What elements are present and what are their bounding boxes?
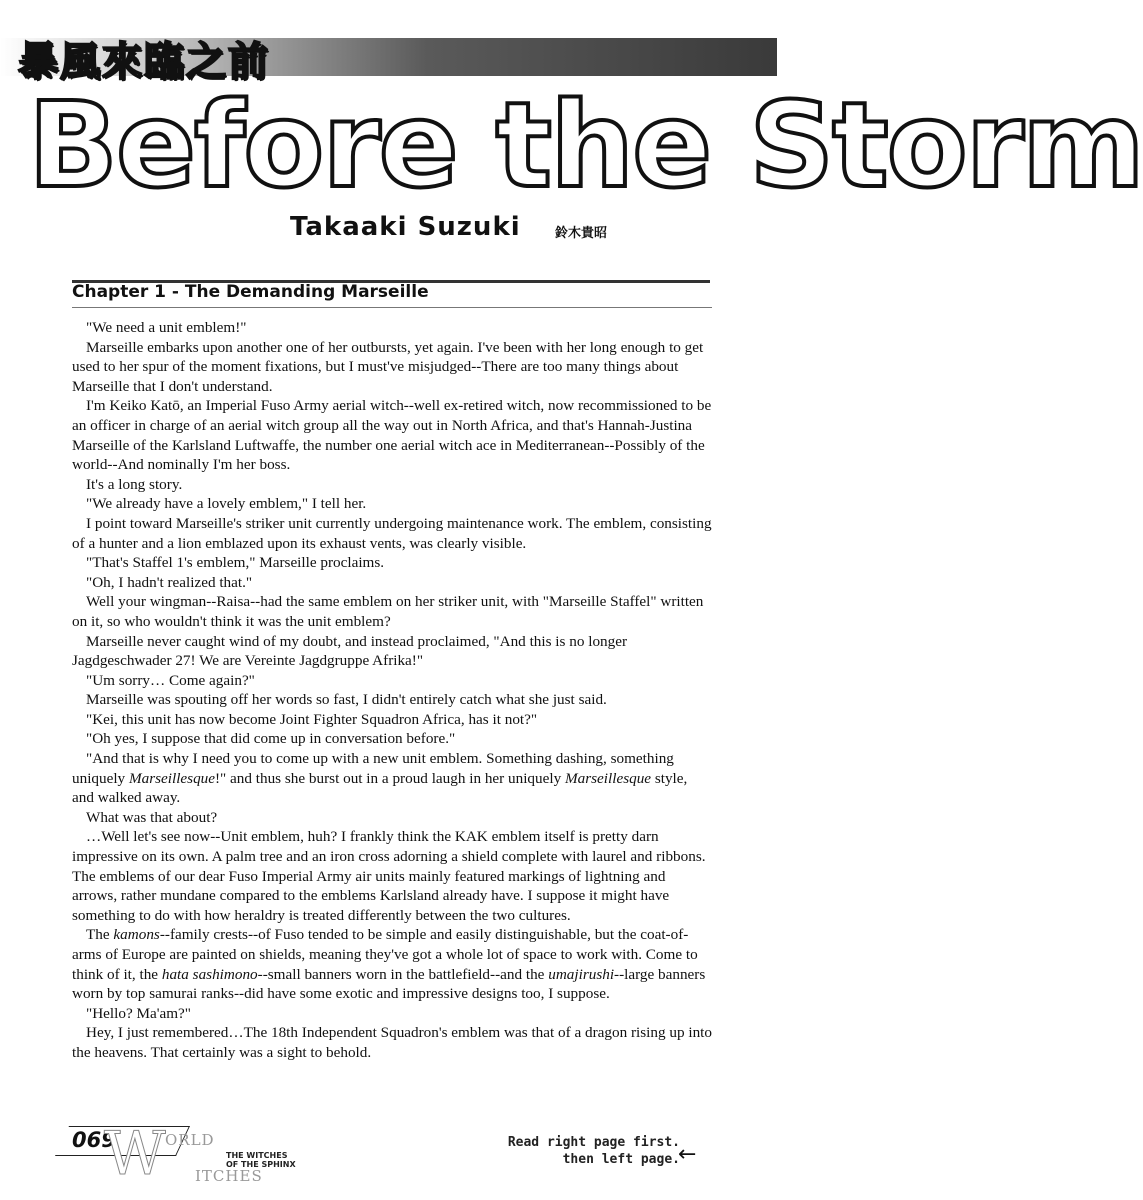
paragraph-kamons [72, 925, 712, 1003]
series-subtitle-line2: OF THE SPHINX [226, 1160, 296, 1169]
text-run: --family crests--of Fuso tended to be simple and easily distinguishable, but the coat-of-arms of Europe are painted on shields, meaning they've got a whole lot of space to work with. Come to think of it, the [72, 926, 698, 983]
paragraph: "Oh, I hadn't realized that." [86, 573, 253, 591]
italic-term: Marseillesque [564, 769, 652, 787]
italic-term: umajirushi [548, 965, 615, 983]
paragraph: Hey, I just remembered…The 18th Independent Squadron's emblem was that of a dragon rising up into the heavens. That certainly was a sight to behold. [72, 1024, 712, 1061]
text-run: style, and walked away. [72, 769, 688, 807]
paragraph: I point toward Marseille's striker unit currently undergoing maintenance work. The emblem, consisting of a hunter and a lion emblazed upon its exhaust vents, was clearly visible. [72, 514, 712, 552]
note-line2: then left page. [562, 1152, 680, 1167]
left-arrow-icon: ← [678, 1142, 697, 1167]
italic-term: hata sashimono [161, 965, 258, 983]
author-name-japanese: 鈴木貴昭 [555, 226, 608, 241]
paragraph: "We need a unit emblem!" [86, 319, 247, 336]
note-line1: Read right page first. [507, 1135, 680, 1150]
paragraph: I'm Keiko Katō, an Imperial Fuso Army aerial witch--well ex-retired witch, now recommissioned to be an officer in charge of an aerial witch group all the way out in North Africa, and that's Hannah-Justina Marseille of the Karlsland Luftwaffe, the number one aerial witch ace in Mediterranean--Possibly of the world--And nominally I'm her boss. [72, 397, 712, 474]
paragraph: "We already have a lovely emblem," I tell her. [86, 495, 367, 513]
japanese-title: 暴風來臨之前 [18, 39, 270, 85]
body-text [72, 318, 712, 1063]
english-title: Before the Storm [28, 76, 1143, 214]
logo-witches-text: ITCHES [195, 1167, 263, 1185]
paragraph: "Oh yes, I suppose that did come up in conversation before." [86, 730, 456, 748]
paragraph: Marseille was spouting off her words so fast, I didn't entirely catch what she just said. [86, 691, 607, 709]
text-run: --large banners worn by top samurai ranks--did have some exotic and impressive designs too, I suppose. [72, 965, 706, 1003]
paragraph: "That's Staffel 1's emblem," Marseille proclaims. [86, 554, 385, 572]
reading-order-note [490, 1134, 680, 1168]
paragraph: What was that about? [86, 808, 218, 826]
italic-term: Marseillesque [128, 769, 215, 787]
paragraph: Well your wingman--Raisa--had the same emblem on her striker unit, with "Marseille Staffel" written on it, so who wouldn't think it was the unit emblem? [72, 593, 704, 630]
chapter-rule-bottom [72, 307, 712, 308]
paragraph: Marseille never caught wind of my doubt, and instead proclaimed, "And this is no longer Jagdgeschwader 27! We are Vereinte Jagdgruppe Afrika!" [72, 632, 628, 670]
paragraph: "Kei, this unit has now become Joint Fighter Squadron Africa, has it not?" [86, 710, 538, 728]
italic-term: kamons [113, 926, 160, 944]
text-run: The [86, 926, 114, 944]
paragraph: …Well let's see now--Unit emblem, huh? I frankly think the KAK emblem itself is pretty darn impressive on its own. A palm tree and an iron cross adorning a shield complete with laurel and ribbons. The emblems of our dear Fuso Imperial Army air units mainly featured markings of lightning and arrows, rather mundane compared to the emblems Karlsland already have. I suppose it might have something to do with how heraldry is treated differently between the two cultures. [72, 828, 706, 924]
text-run: !" and thus she burst out in a proud laugh in her uniquely [215, 769, 565, 787]
paragraph-emblem [72, 749, 712, 808]
paragraph: Marseille embarks upon another one of her outbursts, yet again. I've been with her long enough to get used to her spur of the moment fixations, but I must've misjudged--There are too many things about Marseille that I don't understand. [72, 338, 704, 395]
text-run: "And that is why I need you to come up with a new unit emblem. Something dashing, something uniquely [72, 750, 674, 787]
author-name: Takaaki Suzuki [290, 212, 521, 242]
chapter-heading: Chapter 1 - The Demanding Marseille [72, 282, 429, 302]
paragraph: "Hello? Ma'am?" [86, 1004, 191, 1022]
world-witches-logo: W [104, 1119, 166, 1189]
logo-world-text: ORLD [165, 1131, 215, 1149]
text-run: --small banners worn in the battlefield--and the [257, 965, 549, 983]
paragraph: It's a long story. [86, 475, 183, 493]
series-subtitle-line1: THE WITCHES [226, 1151, 288, 1160]
paragraph: "Um sorry… Come again?" [86, 671, 255, 689]
page-number: 069 [72, 1128, 116, 1152]
